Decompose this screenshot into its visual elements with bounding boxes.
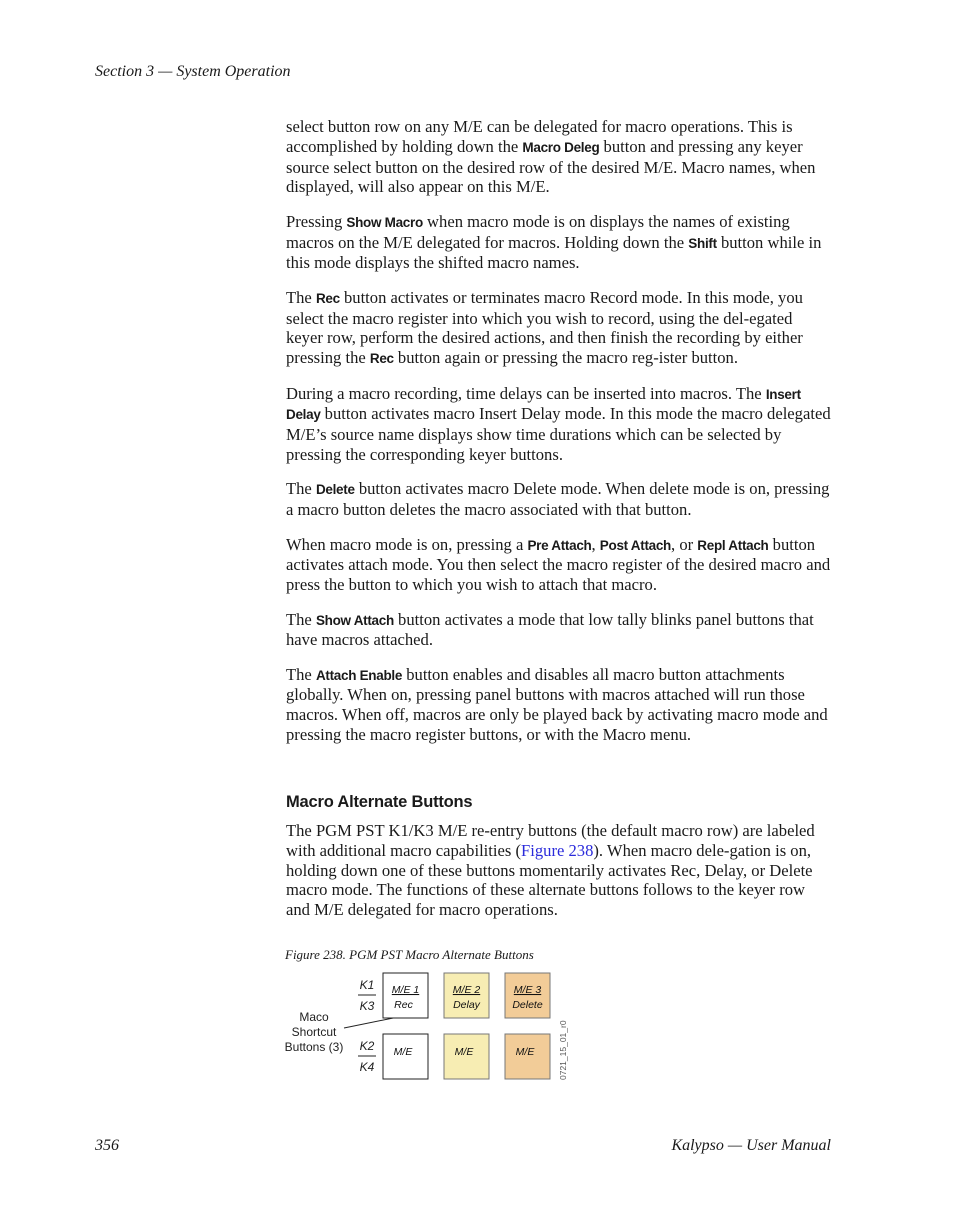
- svg-text:Rec: Rec: [394, 999, 413, 1011]
- show-attach-ref: Show Attach: [315, 612, 394, 628]
- paragraph-delete: The Delete button activates macro Delete mode. When delete mode is on, pressing a macro button deletes the macro associated with that button.: [286, 479, 830, 520]
- paragraph-insert-delay: During a macro recording, time delays can be inserted into macros. The Insert Delay button activates macro Insert Delay mode. In this mode the macro delegated M/E’s source name displays show time durations which can be selected by pressing the corresponding keyer buttons.: [286, 383, 831, 464]
- attach-enable-ref: Attach Enable: [315, 667, 403, 683]
- body-text: [286, 117, 831, 759]
- running-header: Section 3 — System Operation: [95, 63, 291, 80]
- svg-text:M/E: M/E: [515, 1046, 535, 1058]
- callout-line-2: Shortcut: [291, 1025, 337, 1039]
- button-me3-delete: [505, 973, 550, 1018]
- row-label-k4: K4: [359, 1060, 375, 1074]
- button-me1-rec: [383, 973, 428, 1018]
- rec-ref-2: Rec: [369, 351, 394, 367]
- paragraph-show-attach: The Show Attach button activates a mode that low tally blinks panel buttons that have macros attached.: [286, 609, 814, 650]
- button-me-bottom-1: [383, 1034, 428, 1079]
- row-label-k3: K3: [359, 999, 375, 1013]
- repl-attach-ref: Repl Attach: [697, 537, 769, 553]
- macro-deleg-ref: Macro Deleg: [522, 139, 600, 155]
- figure-caption: Figure 238. PGM PST Macro Alternate Buttons: [285, 947, 534, 962]
- svg-text:M/E 2: M/E 2: [452, 984, 481, 996]
- button-me-bottom-3: [505, 1034, 550, 1079]
- paragraph-attach-enable: The Attach Enable button enables and disables all macro button attachments globally. When on, pressing panel buttons with macros attached will run those macros. When off, macros are only be played back by activating macro mode and pressing the macro register buttons, or with the Macro menu.: [286, 664, 828, 745]
- svg-text:M/E 1: M/E 1: [391, 984, 420, 996]
- paragraph-rec: The Rec button activates or terminates macro Record mode. In this mode, you select the macro register into which you wish to record, using the del-egated keyer row, perform the desired actions, and then finish the recording by either pressing the Rec button again or pressing the macro reg-ister button.: [286, 287, 803, 368]
- insert-delay-ref: Insert Delay: [286, 386, 801, 423]
- button-me2-delay: [444, 973, 489, 1018]
- rec-ref: Rec: [315, 290, 340, 306]
- row-label-k1: K1: [359, 978, 375, 992]
- show-macro-ref: Show Macro: [346, 214, 423, 230]
- running-footer: Kalypso — User Manual: [671, 1137, 831, 1154]
- paragraph-attach: When macro mode is on, pressing a Pre Attach, Post Attach, or Repl Attach button activates attach mode. You then select the macro register of the desired macro and press the button to which you wish to attach that macro.: [286, 534, 831, 595]
- svg-text:M/E 3: M/E 3: [513, 984, 542, 996]
- post-attach-ref: Post Attach: [599, 537, 672, 553]
- paragraph-show-macro: Pressing Show Macro when macro mode is on displays the names of existing macros on the M/E delegated for macros. Holding down the Shift button while in this mode displays the shifted macro names.: [286, 211, 822, 273]
- row-label-k2: K2: [359, 1039, 375, 1053]
- paragraph-alternate-buttons: The PGM PST K1/K3 M/E re-entry buttons (the default macro row) are labeled with additional macro capabilities (Figure 238). When macro dele-gation is on, holding down one of these buttons momentarily activates Rec, Delay, or Delete macro mode. The functions of these alternate buttons follows to the keyer row and M/E delegated for macro operations.: [286, 821, 815, 920]
- svg-text:M/E: M/E: [393, 1046, 413, 1058]
- figure-link[interactable]: Figure 238: [521, 840, 594, 860]
- callout-line-3: Buttons (3): [284, 1040, 344, 1054]
- button-me-bottom-2: [444, 1034, 489, 1079]
- shift-ref: Shift: [688, 235, 717, 251]
- macro-buttons-diagram: [280, 968, 580, 1088]
- macro-buttons-figure: [280, 968, 580, 1088]
- svg-text:Delete: Delete: [512, 999, 543, 1011]
- paragraph-macro-deleg: select button row on any M/E can be delegated for macro operations. This is accomplished by holding down the Macro Deleg button and pressing any keyer source select button on the desired row of the desired M/E. Macro names, when displayed, will also appear on this M/E.: [286, 117, 816, 197]
- callout-line-1: Maco: [299, 1010, 329, 1024]
- figure-id-code: 0721_15_01_r0: [558, 1020, 568, 1080]
- delete-ref: Delete: [315, 482, 355, 498]
- svg-text:M/E: M/E: [454, 1046, 474, 1058]
- pre-attach-ref: Pre Attach: [527, 537, 592, 553]
- svg-text:Delay: Delay: [453, 999, 480, 1011]
- page-number: 356: [95, 1137, 119, 1154]
- section-heading: Macro Alternate Buttons: [286, 793, 473, 811]
